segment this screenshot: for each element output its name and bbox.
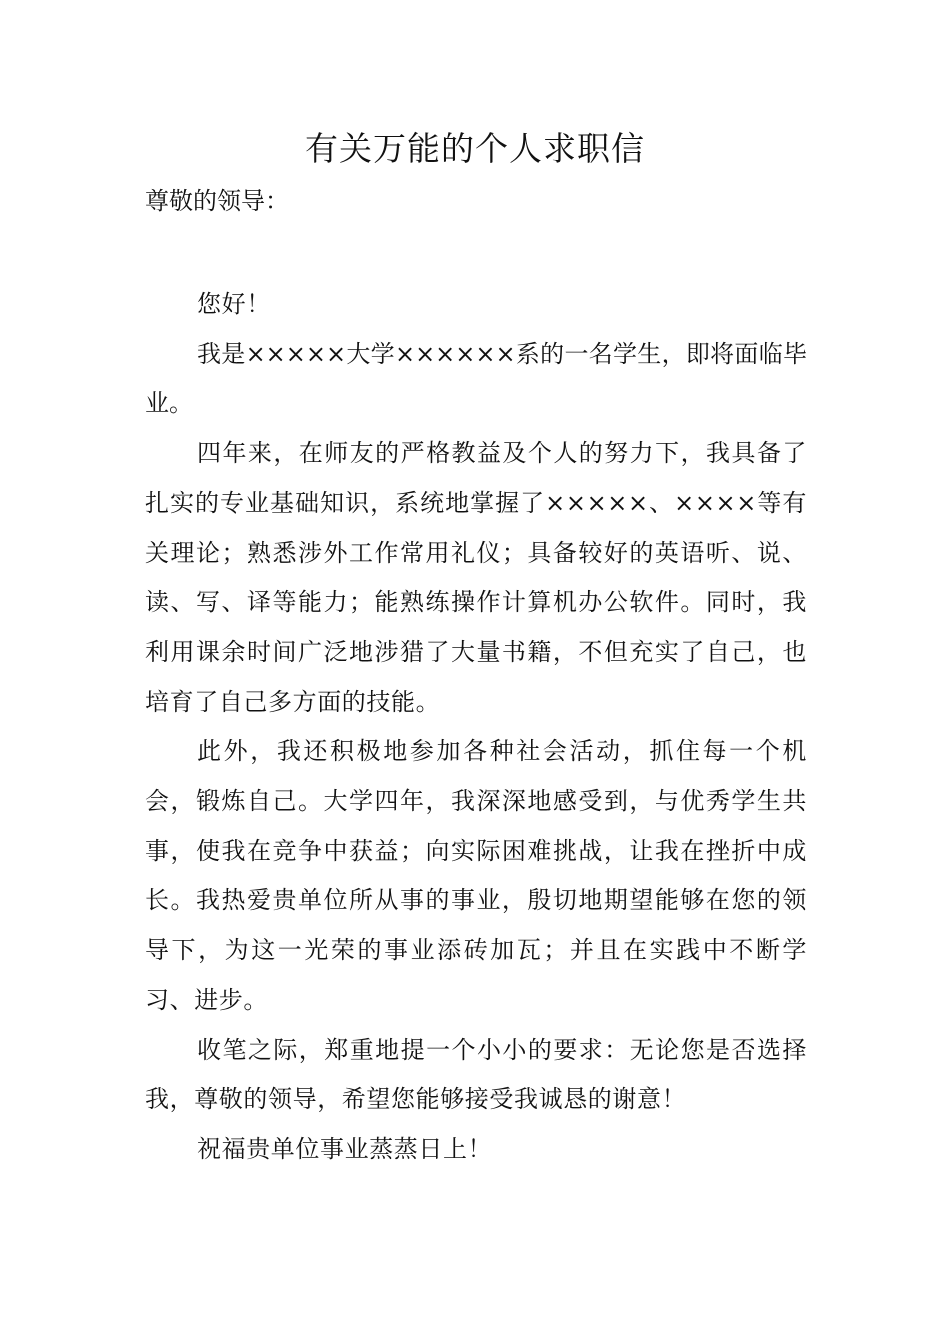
- activities-paragraph: 此外，我还积极地参加各种社会活动，抓住每一个机会，锻炼自己。大学四年，我深深地感受到，与优秀学生共事，使我在竞争中获益；向实际困难挑战，让我在挫折中成长。我热爱贵单位所从事的事业，殷切地期望能够在您的领导下，为这一光荣的事业添砖加瓦；并且在实践中不断学习、进步。: [145, 737, 807, 1014]
- wishes-paragraph: 祝福贵单位事业蒸蒸日上！: [197, 1134, 493, 1163]
- closing-paragraph: 收笔之际，郑重地提一个小小的要求：无论您是否选择我，尊敬的领导，希望您能够接受我诚恳的谢意！: [145, 1035, 807, 1114]
- intro-paragraph: 我是×××××大学××××××系的一名学生，即将面临毕业。: [145, 339, 807, 418]
- salutation: 尊敬的领导：: [145, 187, 289, 215]
- greeting-paragraph: 您好！: [197, 290, 271, 318]
- letter-body: [145, 280, 807, 1175]
- qualifications-paragraph: 四年来，在师友的严格教益及个人的努力下，我具备了扎实的专业基础知识，系统地掌握了×××××、××××等有关理论；熟悉涉外工作常用礼仪；具备较好的英语听、说、读、写、译等能力；能熟练操作计算机办公软件。同时，我利用课余时间广泛地涉猎了大量书籍，不但充实了自己，也培育了自己多方面的技能。: [145, 439, 807, 716]
- document-title: 有关万能的个人求职信: [305, 129, 645, 168]
